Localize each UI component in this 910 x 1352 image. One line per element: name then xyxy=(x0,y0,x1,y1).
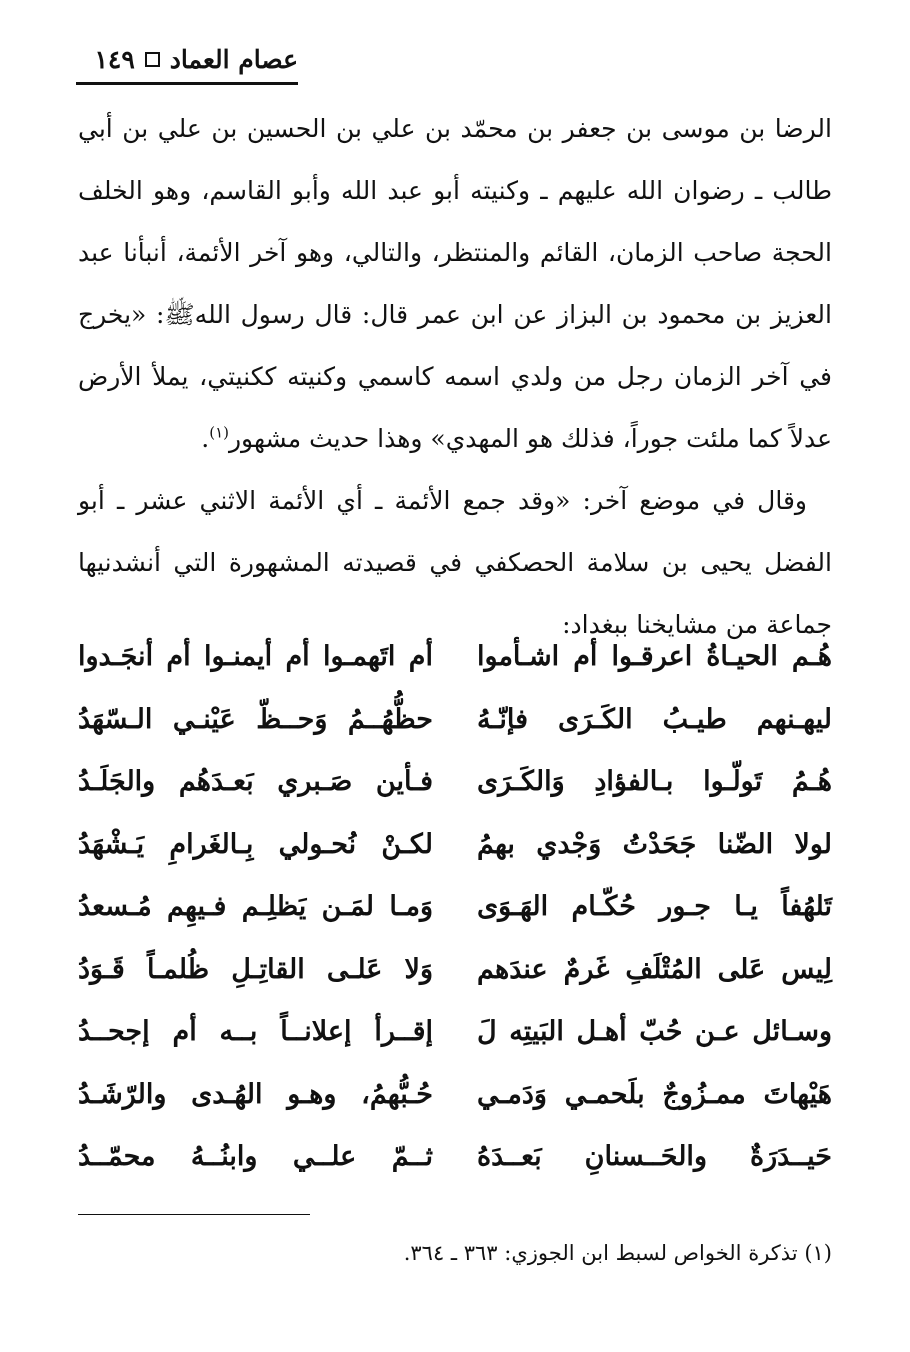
verse-5 xyxy=(78,876,832,939)
verse-1 xyxy=(78,626,832,689)
verse-4 xyxy=(78,814,832,877)
footnote-rule xyxy=(78,1214,310,1215)
verse-first-hemistich: هُـمُ تَولّـوا بـالفؤادِ وَالكَـرَى xyxy=(477,766,832,797)
verse-first-hemistich: لولا الضّنا جَحَدْتُ وَجْدي بهمُ xyxy=(477,828,832,860)
paragraph-1 xyxy=(78,98,832,470)
verse-second-hemistich: لكـنْ نُحـولي بِـالغَرامِ يَـشْهَدُ xyxy=(78,828,433,860)
poem xyxy=(78,626,832,1189)
paragraph-2-text: وقال في موضع آخر: «وقد جمع الأئمة ـ أي الأئمة الاثني عشر ـ أبو الفضل يحيى بن سلامة الحصكفي في قصيدته المشهورة التي أنشدنيها جماعة من مشايخنا ببغداد: xyxy=(78,486,832,639)
verse-2 xyxy=(78,689,832,752)
verse-first-hemistich: وسـائل عـن حُبّ أهـل البَيتِه لَ xyxy=(477,1016,832,1047)
verse-first-hemistich: هُـم الحيـاةُ اعرقـوا أم اشـأموا xyxy=(477,641,832,672)
verse-first-hemistich: ليهـنهم طيـبُ الكَـرَى فإنّـهُ xyxy=(477,703,832,735)
header-rule xyxy=(76,82,298,85)
verse-first-hemistich: لِيس عَلى المُتْلَفِ غَرمٌ عندَهم xyxy=(477,953,832,985)
verse-second-hemistich: حُـبُّهمُ، وهـو الهُـدى والرّشَـدُ xyxy=(78,1078,433,1110)
verse-second-hemistich: ثــمّ علــي وابنُــهُ محمّــدُ xyxy=(78,1141,433,1172)
square-separator-icon xyxy=(145,52,160,67)
verse-9 xyxy=(78,1126,832,1189)
verse-second-hemistich: حظُّهُــمُ وَحــظّ عَيْنـي الـسّهَدُ xyxy=(78,703,433,735)
verse-second-hemistich: أم اتَهمـوا أم أيمنـوا أم أنجَـدوا xyxy=(78,641,433,672)
book-title: عصام العماد xyxy=(169,44,298,74)
verse-first-hemistich: حَيــدَرَةٌ والحَــسنانِ بَعــدَهُ xyxy=(477,1141,832,1172)
footnote: (١) تذكرة الخواص لسبط ابن الجوزي: ٣٦٣ ـ ٣٦٤. xyxy=(403,1241,832,1265)
verse-3 xyxy=(78,751,832,814)
footnote-reference: (١) xyxy=(209,423,229,442)
paragraph-1-text: الرضا بن موسى بن جعفر بن محمّد بن علي بن الحسين بن علي بن أبي طالب ـ رضوان الله عليهم ـ وكنيته أبو عبد الله وأبو القاسم، وهو الخلف الحجة صاحب الزمان، القائم والمنتظر، والتالي، وهو آخر الأئمة، أنبأنا عبد العزيز بن محمود بن البزاز عن ابن عمر قال: قال رسول اللهﷺ: «يخرج في آخر الزمان رجل من ولدي اسمه كاسمي وكنيته ككنيتي، يملأ الأرض عدلاً كما ملئت جوراً، فذلك هو المهدي» وهذا حديث مشهور xyxy=(78,114,832,453)
paragraph-1-end: . xyxy=(201,424,210,453)
verse-first-hemistich: تَلهُفاً يـا جـور حُكّـام الهَـوَى xyxy=(477,891,832,922)
page-number: ١٤٩ xyxy=(94,44,135,74)
verse-first-hemistich: هَيْهاتَ ممـزُوجٌ بلَحمـي وَدَمـي xyxy=(477,1078,832,1110)
verse-second-hemistich: إقــرأ إعلانــاً بــه أم إجحــدُ xyxy=(78,1016,433,1047)
running-header xyxy=(78,40,298,78)
verse-second-hemistich: وَلا عَلـى القاتِـلِ ظُلمـاً قَـوَدُ xyxy=(78,953,433,985)
verse-7 xyxy=(78,1001,832,1064)
verse-second-hemistich: وَمـا لمَـن يَظلِـم فـيهِم مُـسعدُ xyxy=(78,891,433,922)
verse-6 xyxy=(78,939,832,1002)
verse-second-hemistich: فـأين صَـبري بَعـدَهُم والجَلَـدُ xyxy=(78,766,433,797)
body-text xyxy=(78,98,832,656)
verse-8 xyxy=(78,1064,832,1127)
